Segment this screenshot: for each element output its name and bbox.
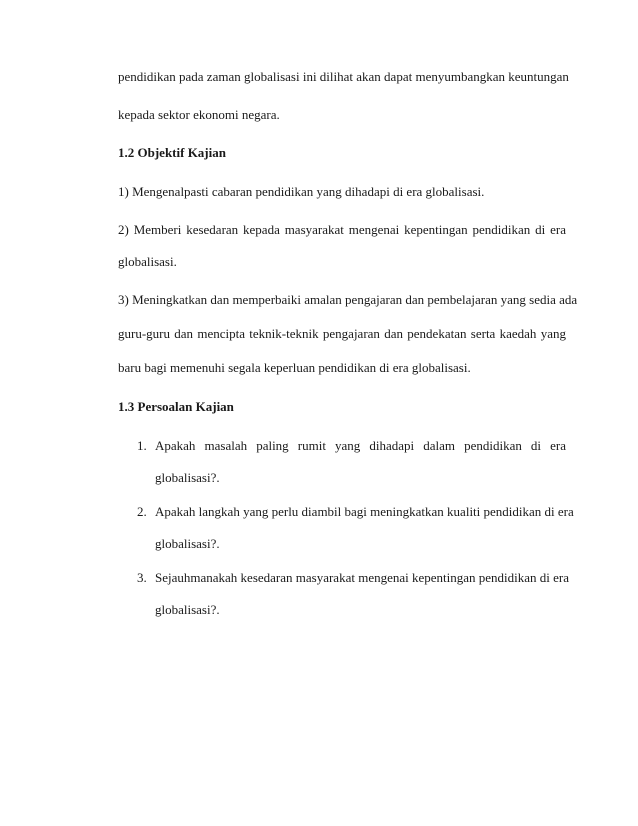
intro-line-1: pendidikan pada zaman globalisasi ini dilihat akan dapat menyumbangkan keuntungan [118,69,569,84]
persoalan-item-3-number: 3. [137,570,147,585]
persoalan-item-2-line-1: Apakah langkah yang perlu diambil bagi meningkatkan kualiti pendidikan di era [155,504,574,519]
persoalan-item-2-line-2: globalisasi?. [155,536,220,551]
objektif-item-3-line-2: guru-guru dan mencipta teknik-teknik pengajaran dan pendekatan serta kaedah yang [118,326,566,341]
section-heading-objektif: 1.2 Objektif Kajian [118,145,226,160]
section-heading-persoalan: 1.3 Persoalan Kajian [118,399,234,414]
persoalan-item-3-line-2: globalisasi?. [155,602,220,617]
objektif-item-2-line-2: globalisasi. [118,254,177,269]
persoalan-item-3-line-1: Sejauhmanakah kesedaran masyarakat mengenai kepentingan pendidikan di era [155,570,570,585]
intro-line-2: kepada sektor ekonomi negara. [118,107,280,122]
persoalan-item-2-number: 2. [137,504,147,519]
persoalan-item-1-line-2: globalisasi?. [155,470,220,485]
objektif-item-3-line-3: baru bagi memenuhi segala keperluan pendidikan di era globalisasi. [118,360,471,375]
persoalan-item-1-number: 1. [137,438,147,453]
objektif-item-1-line-1: 1) Mengenalpasti cabaran pendidikan yang dihadapi di era globalisasi. [118,184,485,199]
persoalan-item-1-line-1: Apakah masalah paling rumit yang dihadapi dalam pendidikan di era [155,438,566,453]
objektif-item-2-line-1: 2) Memberi kesedaran kepada masyarakat mengenai kepentingan pendidikan di era [118,222,566,237]
objektif-item-3-line-1: 3) Meningkatkan dan memperbaiki amalan pengajaran dan pembelajaran yang sedia ada [118,292,578,307]
